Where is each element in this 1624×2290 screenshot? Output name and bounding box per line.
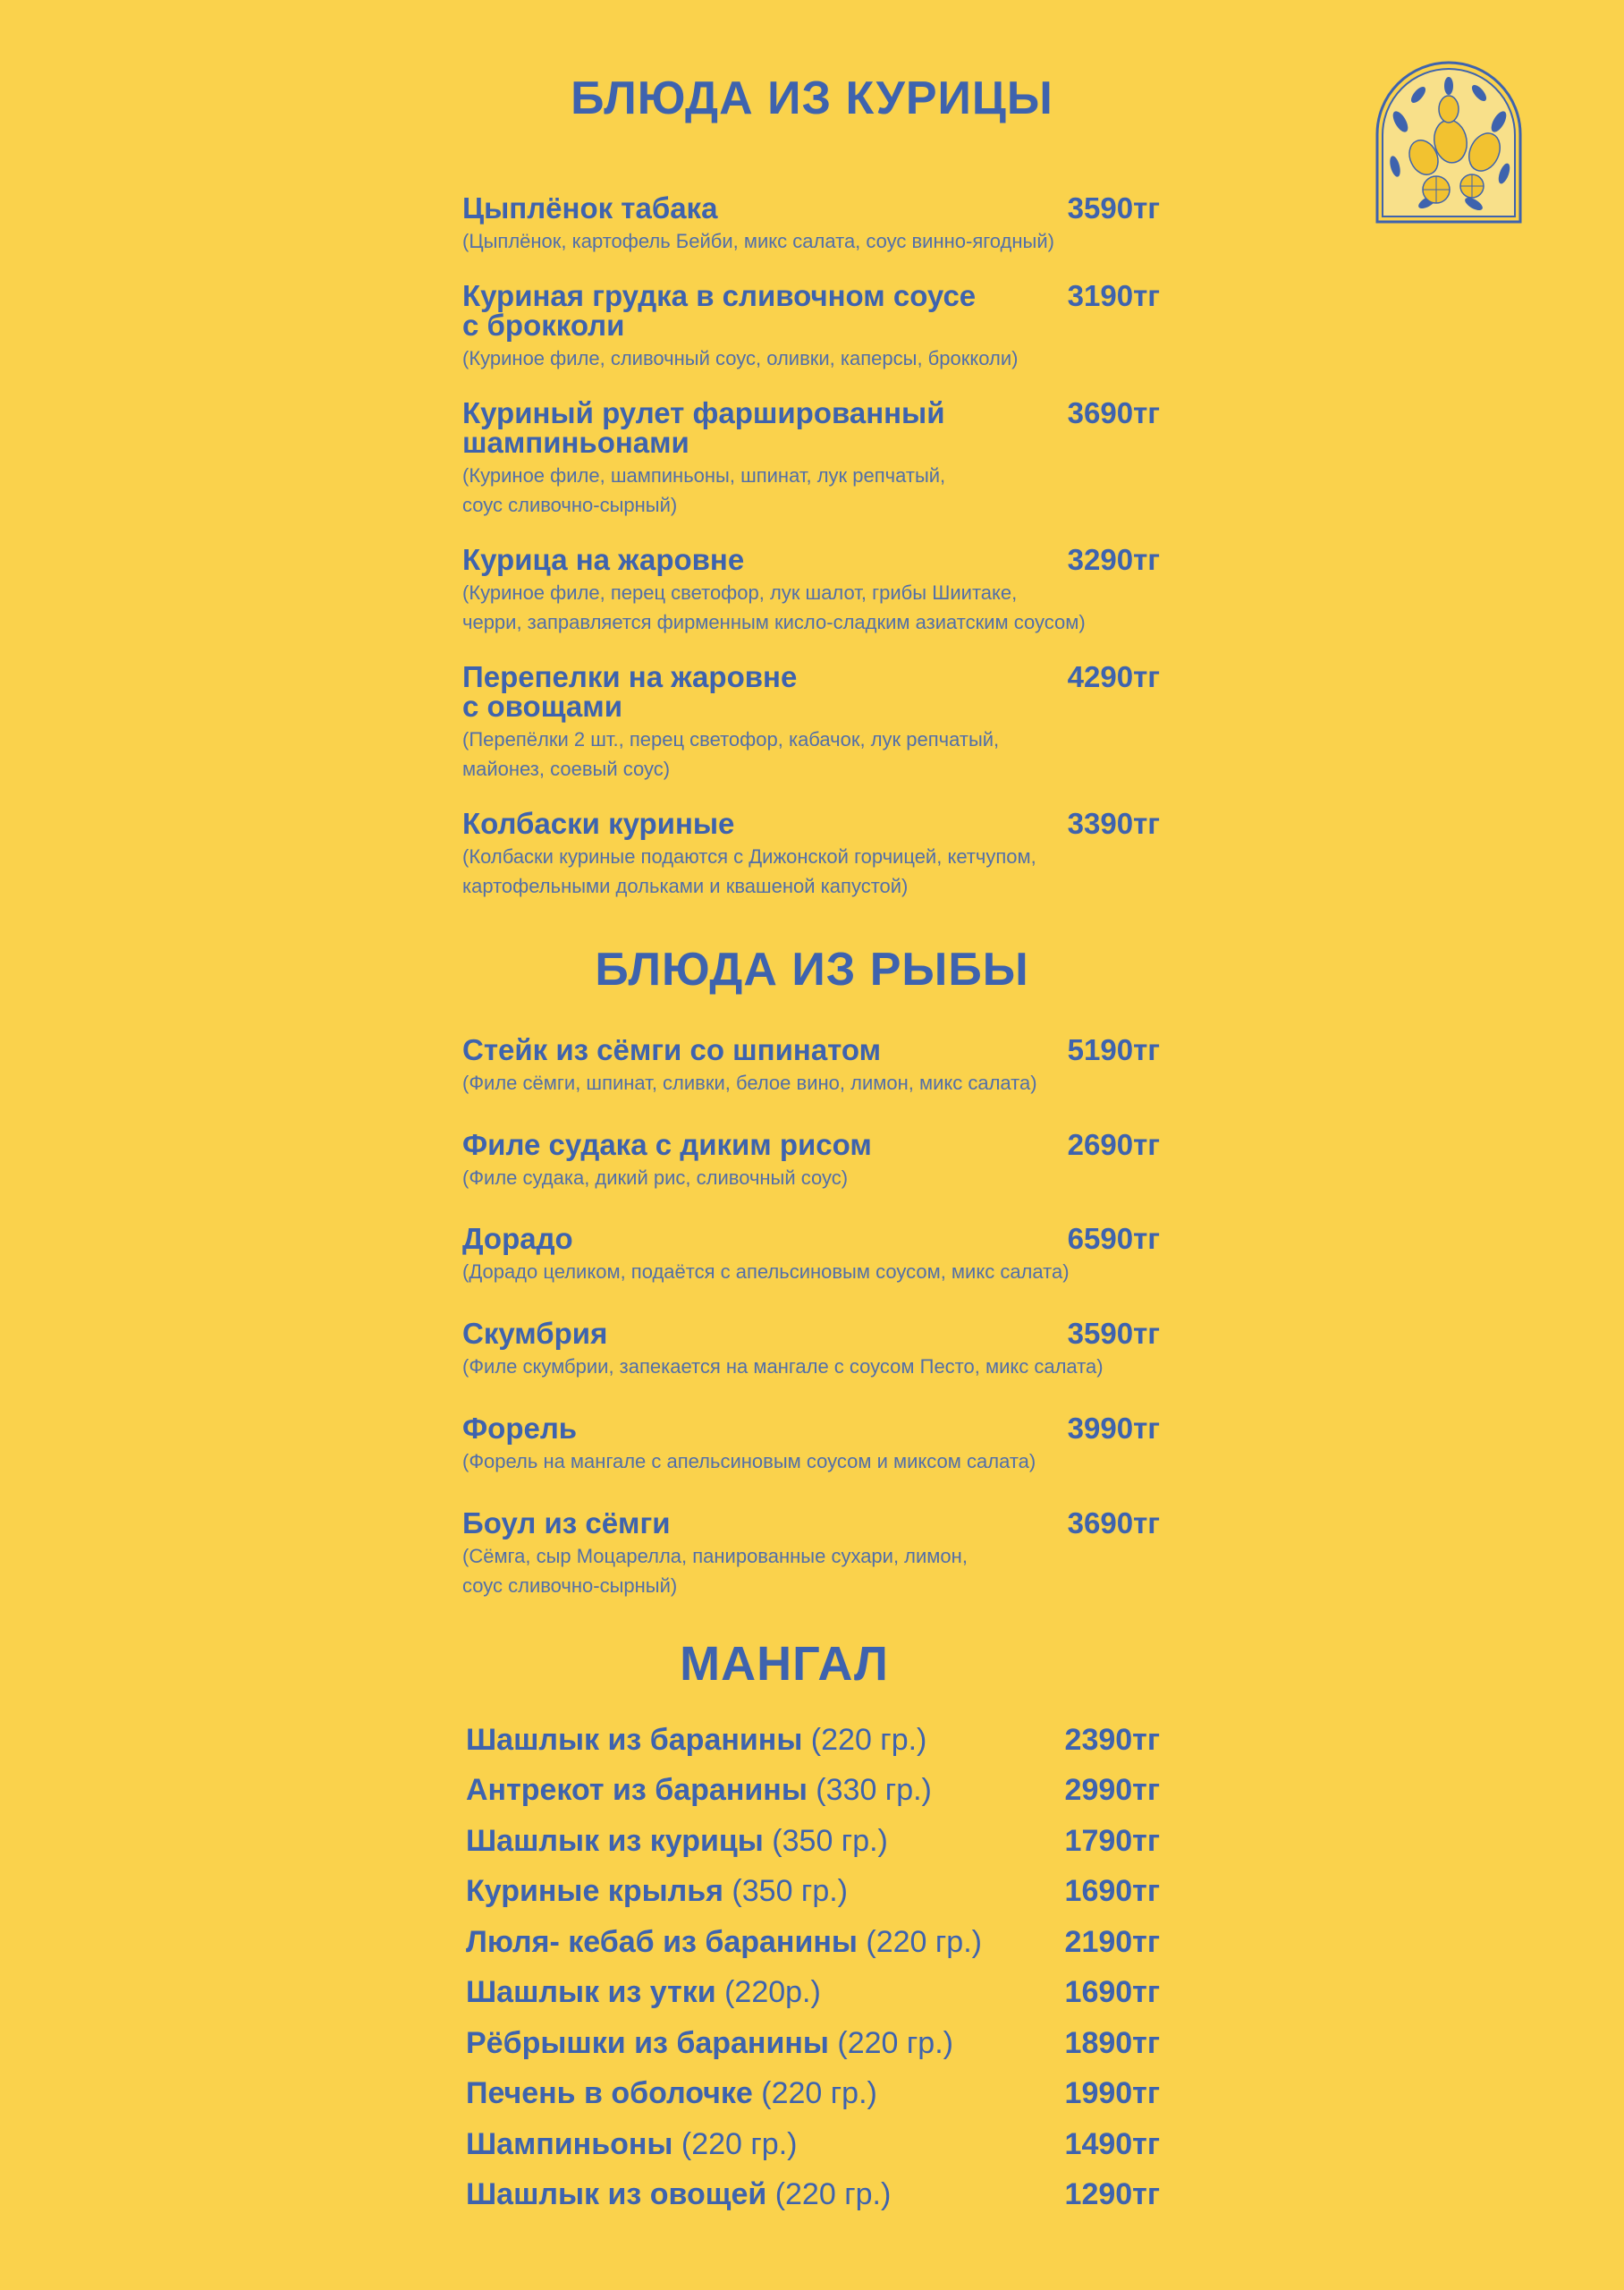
menu-item	[462, 1224, 1160, 1286]
item-price: 1290тг	[1064, 2177, 1160, 2211]
item-price: 3690тг	[1067, 396, 1160, 429]
item-name: Скумбрия	[462, 1317, 608, 1350]
section-title-fish: БЛЮДА ИЗ РЫБЫ	[595, 944, 1029, 996]
item-price: 3990тг	[1067, 1412, 1160, 1445]
grill-item	[466, 1822, 1160, 1860]
menu-item	[462, 809, 1160, 901]
item-description: (Дорадо целиком, подаётся с апельсиновым соусом, микс салата)	[462, 1260, 1070, 1283]
section-title-chicken: БЛЮДА ИЗ КУРИЦЫ	[571, 72, 1053, 124]
section-title-grill: МАНГАЛ	[680, 1637, 889, 1691]
grill-item	[466, 1771, 1160, 1809]
item-name: Люля- кебаб из баранины (220 гр.)	[466, 1925, 982, 1959]
item-name: Шашлык из курицы (350 гр.)	[466, 1824, 888, 1858]
item-price: 3590тг	[1067, 191, 1160, 225]
item-weight: (220р.)	[715, 1975, 821, 2009]
item-description: (Куриное филе, сливочный соус, оливки, каперсы, брокколи)	[462, 347, 1019, 369]
item-price: 2190тг	[1064, 1925, 1160, 1959]
grill-item	[466, 1721, 1160, 1759]
menu-item	[462, 1413, 1160, 1476]
item-name: Курица на жаровне	[462, 543, 745, 576]
grill-item	[466, 1872, 1160, 1910]
item-name: Колбаски куриные	[462, 807, 735, 840]
item-name: Куриные крылья (350 гр.)	[466, 1874, 849, 1908]
menu-item	[462, 1035, 1160, 1098]
item-description: (Филе сёмги, шпинат, сливки, белое вино, лимон, микс салата)	[462, 1072, 1037, 1094]
item-price: 1490тг	[1064, 2127, 1160, 2161]
item-weight: (220 гр.)	[752, 2076, 877, 2110]
grill-item	[466, 2176, 1160, 2213]
menu-item	[462, 1319, 1160, 1381]
item-name: Шашлык из овощей (220 гр.)	[466, 2177, 892, 2211]
item-price: 1790тг	[1064, 1824, 1160, 1858]
menu-item	[462, 281, 1160, 373]
item-name: Шашлык из баранины (220 гр.)	[466, 1723, 927, 1757]
item-name: Филе судака с диким рисом	[462, 1128, 872, 1161]
item-name: Перепелки на жаровне с овощами	[462, 660, 798, 723]
item-name: Боул из сёмги	[462, 1506, 671, 1539]
item-weight: (220 гр.)	[857, 1925, 982, 1959]
item-price: 1690тг	[1064, 1975, 1160, 2009]
item-price: 3690тг	[1067, 1506, 1160, 1539]
item-name: Цыплёнок табака	[462, 191, 718, 225]
item-name: Стейк из сёмги со шпинатом	[462, 1033, 882, 1066]
item-name: Рёбрышки из баранины (220 гр.)	[466, 2026, 953, 2060]
menu-item	[462, 1130, 1160, 1192]
item-name: Шашлык из утки (220р.)	[466, 1975, 821, 2009]
menu-item	[462, 398, 1160, 520]
item-name: Печень в оболочке (220 гр.)	[466, 2076, 877, 2110]
item-price: 1890тг	[1064, 2026, 1160, 2060]
item-name: Антрекот из баранины (330 гр.)	[466, 1773, 932, 1807]
item-description: (Перепёлки 2 шт., перец светофор, кабачок, лук репчатый, майонез, соевый соус)	[462, 728, 1000, 780]
grill-item	[466, 2074, 1160, 2112]
item-description: (Форель на мангале с апельсиновым соусом и миксом салата)	[462, 1450, 1036, 1472]
grill-item	[466, 1923, 1160, 1961]
item-price: 3290тг	[1067, 543, 1160, 576]
item-price: 6590тг	[1067, 1222, 1160, 1255]
item-description: (Куриное филе, шампиньоны, шпинат, лук репчатый, соус сливочно-сырный)	[462, 464, 946, 516]
item-weight: (220 гр.)	[766, 2177, 892, 2211]
item-price: 3190тг	[1067, 279, 1160, 312]
item-price: 1990тг	[1064, 2076, 1160, 2110]
item-price: 5190тг	[1067, 1033, 1160, 1066]
item-weight: (220 гр.)	[672, 2127, 798, 2161]
grill-item	[466, 2125, 1160, 2163]
menu-item	[462, 662, 1160, 784]
item-description: (Колбаски куриные подаются с Дижонской горчицей, кетчупом, картофельными дольками и квашеной капустой)	[462, 845, 1036, 897]
item-name: Дорадо	[462, 1222, 573, 1255]
item-price: 3390тг	[1067, 807, 1160, 840]
menu-item	[462, 193, 1160, 256]
item-weight: (330 гр.)	[807, 1773, 932, 1807]
item-description: (Филе судака, дикий рис, сливочный соус)	[462, 1166, 849, 1189]
item-weight: (350 гр.)	[723, 1874, 849, 1908]
item-description: (Цыплёнок, картофель Бейби, микс салата, соус винно-ягодный)	[462, 230, 1054, 252]
item-weight: (220 гр.)	[802, 1723, 927, 1757]
item-name: Шампиньоны (220 гр.)	[466, 2127, 798, 2161]
item-description: (Филе скумбрии, запекается на мангале с соусом Песто, микс салата)	[462, 1355, 1104, 1378]
item-price: 1690тг	[1064, 1874, 1160, 1908]
menu-item	[462, 545, 1160, 637]
item-price: 4290тг	[1067, 660, 1160, 693]
item-name: Куриный рулет фаршированный шампиньонами	[462, 396, 945, 459]
item-price: 3590тг	[1067, 1317, 1160, 1350]
item-description: (Куриное филе, перец светофор, лук шалот, грибы Шиитаке, черри, заправляется фирменным кисло-сладким азиатским соусом)	[462, 581, 1086, 633]
menu-item	[462, 1508, 1160, 1600]
item-name: Куриная грудка в сливочном соусе с брокколи	[462, 279, 977, 342]
item-price: 2690тг	[1067, 1128, 1160, 1161]
grill-item	[466, 1973, 1160, 2011]
item-description: (Сёмга, сыр Моцарелла, панированные сухари, лимон, соус сливочно-сырный)	[462, 1545, 968, 1597]
item-weight: (220 гр.)	[828, 2026, 953, 2060]
item-name: Форель	[462, 1412, 578, 1445]
grill-item	[466, 2024, 1160, 2062]
item-price: 2390тг	[1064, 1723, 1160, 1757]
item-price: 2990тг	[1064, 1773, 1160, 1807]
item-weight: (350 гр.)	[763, 1824, 888, 1858]
